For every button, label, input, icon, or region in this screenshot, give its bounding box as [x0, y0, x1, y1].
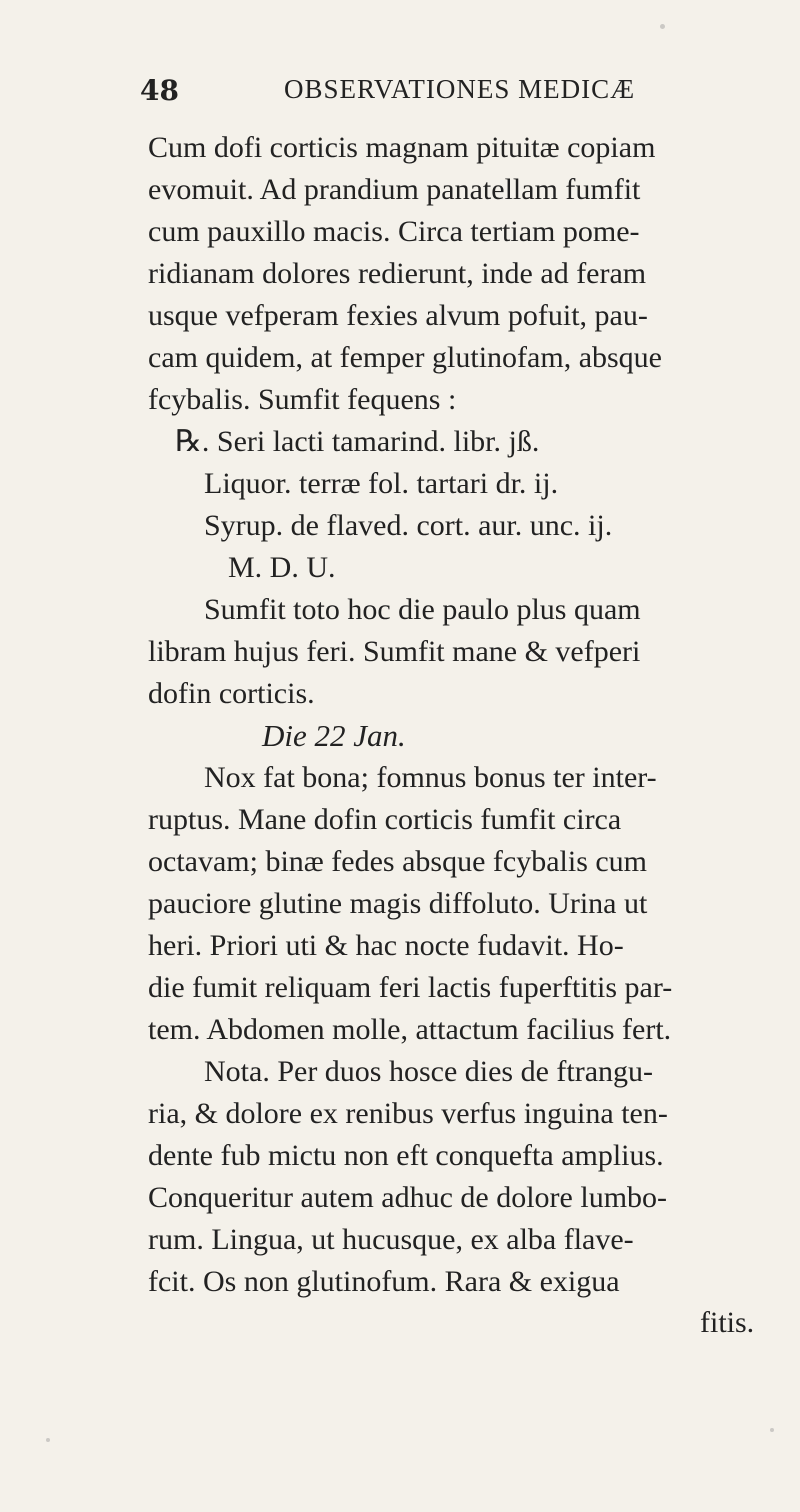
text-line: rum. Lingua, ut hucusque, ex alba flave-	[148, 1223, 634, 1256]
text-line: dente fub mictu non eft conquefta amplius.	[148, 1139, 664, 1172]
text-line: heri. Priori uti & hac nocte fudavit. Ho-	[148, 929, 624, 962]
text-line: Sumfit toto hoc die paulo plus quam	[204, 593, 641, 626]
text-line: ria, & dolore ex renibus verfus inguina ten-	[148, 1097, 668, 1130]
paper-speck	[770, 1428, 774, 1432]
text-line: libram hujus feri. Sumfit mane & vefperi	[148, 635, 641, 668]
text-line: fcybalis. Sumfit fequens :	[148, 383, 457, 416]
text-line: cam quidem, at femper glutinofam, absque	[148, 341, 662, 374]
running-title: OBSERVATIONES MEDICÆ	[284, 74, 636, 104]
text-line: octavam; binæ fedes absque fcybalis cum	[148, 845, 648, 878]
text-line: pauciore glutine magis diffoluto. Urina ut	[148, 887, 648, 920]
text-line: fcit. Os non glutinofum. Rara & exigua	[148, 1265, 620, 1298]
text-line: Conqueritur autem adhuc de dolore lumbo-	[148, 1181, 668, 1214]
text-line: Nox fat bona; fomnus bonus ter inter-	[204, 761, 657, 794]
text-line: evomuit. Ad prandium panatellam fumfit	[148, 173, 641, 206]
text-line: cum pauxillo macis. Circa tertiam pome-	[148, 215, 640, 248]
text-line: ridianam dolores redierunt, inde ad feram	[148, 257, 647, 290]
recipe-line: Syrup. de flaved. cort. aur. unc. ij.	[204, 509, 613, 542]
text-line: ruptus. Mane dofin corticis fumfit circa	[148, 803, 622, 836]
date-heading: Die 22 Jan.	[262, 718, 406, 753]
recipe-line: M. D. U.	[228, 551, 336, 584]
text-line: dofin corticis.	[148, 677, 315, 710]
paper-speck	[660, 24, 665, 29]
text-line: tem. Abdomen molle, attactum facilius fert.	[148, 1013, 672, 1046]
recipe-line: Liquor. terræ fol. tartari dr. ij.	[204, 467, 559, 500]
text-line: Cum dofi corticis magnam pituitæ copiam	[148, 131, 656, 164]
page-number: 48	[140, 74, 179, 107]
catchword: fitis.	[700, 1306, 755, 1339]
paper-speck	[46, 1438, 50, 1442]
recipe-line: ℞. Seri lacti tamarind. libr. jß.	[175, 425, 540, 458]
text-line: usque vefperam fexies alvum pofuit, pau-	[148, 299, 648, 332]
page-header	[0, 68, 800, 118]
text-line: die fumit reliquam feri lactis fuperftitis par-	[148, 971, 673, 1004]
text-line: Nota. Per duos hosce dies de ftrangu-	[204, 1055, 654, 1088]
